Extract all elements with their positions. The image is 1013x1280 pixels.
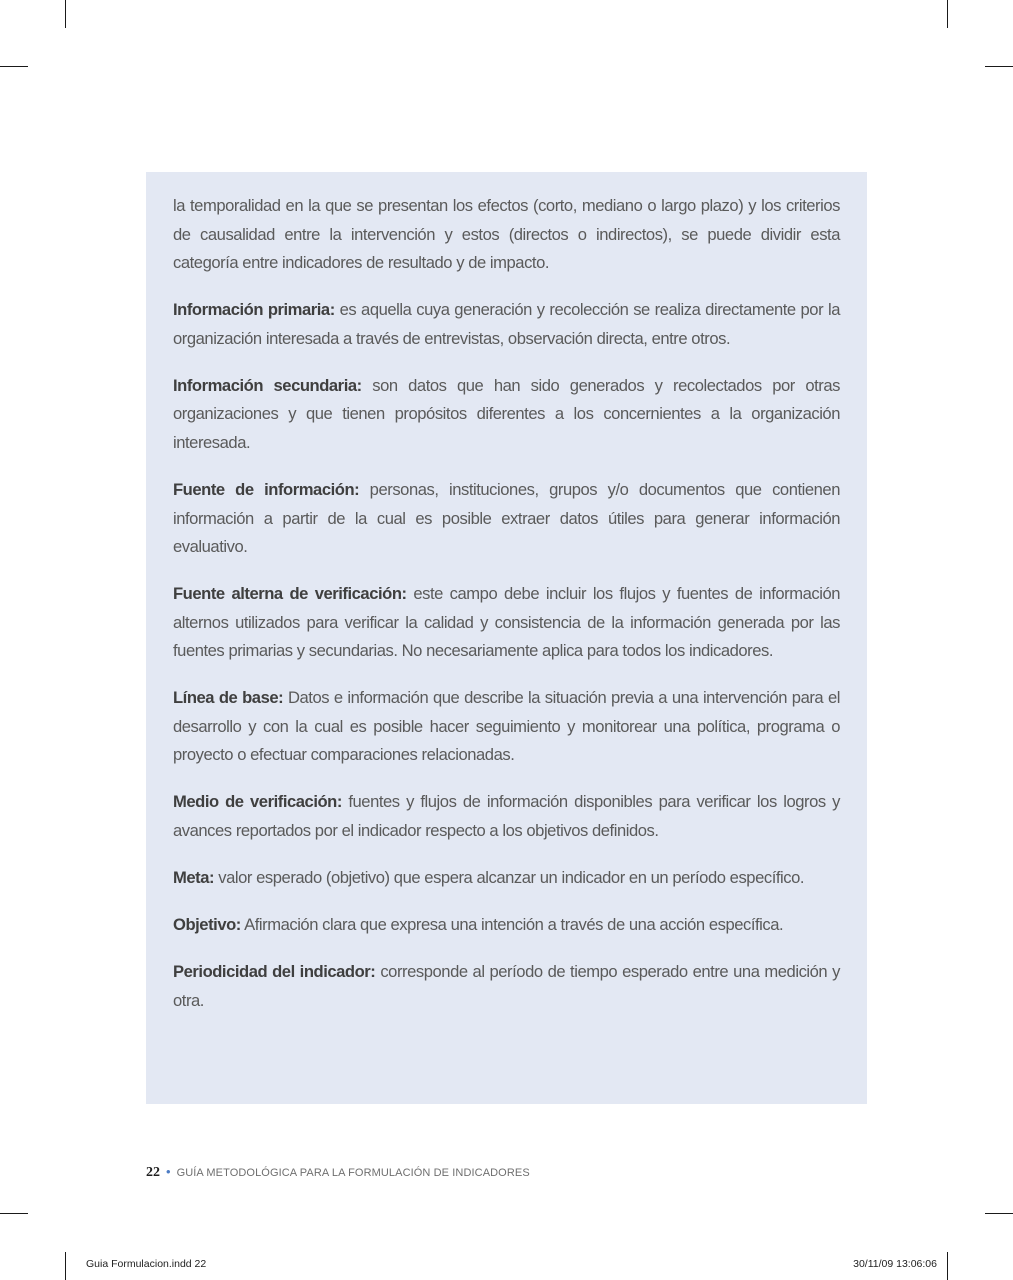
glossary-entry bbox=[173, 911, 840, 940]
glossary-entry bbox=[173, 580, 840, 666]
bullet-icon: • bbox=[166, 1164, 171, 1179]
slug-timestamp: 30/11/09 13:06:06 bbox=[853, 1258, 937, 1270]
crop-mark-bottom-left bbox=[65, 1252, 66, 1280]
glossary-entry bbox=[173, 684, 840, 770]
glossary-definition: Afirmación clara que expresa una intención a través de una acción específica. bbox=[240, 915, 784, 934]
running-title: GUÍA METODOLÓGICA PARA LA FORMULACIÓN DE INDICADORES bbox=[176, 1167, 530, 1179]
glossary-definition: personas, instituciones, grupos y/o documentos que contienen información a partir de la cual es posible extraer datos útiles para generar información evaluativo. bbox=[173, 479, 840, 557]
glossary-entry bbox=[173, 864, 840, 893]
glossary-definition: Datos e información que describe la situación previa a una intervención para el desarrollo y con la cual es posible hacer seguimiento y monitorear una política, programa o proyecto o efectuar comparaciones relacionadas. bbox=[173, 688, 840, 765]
glossary-definition: es aquella cuya generación y recolección se realiza directamente por la organización interesada a través de entrevistas, observación directa, entre otros. bbox=[173, 300, 840, 348]
glossary-term: Medio de verificación: bbox=[173, 792, 342, 812]
glossary-term: Meta: bbox=[173, 868, 215, 888]
glossary-entry bbox=[173, 788, 840, 845]
crop-mark-top-left-h bbox=[0, 66, 28, 67]
glossary-entry bbox=[173, 958, 840, 1015]
glossary-definition: fuentes y flujos de información disponibles para verificar los logros y avances reportados por el indicador respecto a los objetivos definidos. bbox=[173, 792, 841, 841]
crop-mark-top-left bbox=[65, 0, 66, 28]
crop-mark-top-right bbox=[947, 0, 948, 28]
crop-mark-bottom-left-h bbox=[0, 1213, 28, 1214]
glossary-term: Fuente alterna de verificación: bbox=[173, 584, 407, 604]
glossary-entry bbox=[173, 476, 840, 562]
glossary-entry bbox=[173, 296, 840, 353]
glossary-content bbox=[173, 192, 840, 1034]
page-footer bbox=[146, 1164, 530, 1181]
glossary-term: Línea de base: bbox=[173, 688, 284, 708]
glossary-definition: valor esperado (objetivo) que espera alcanzar un indicador en un período específico. bbox=[214, 868, 805, 888]
crop-mark-bottom-right bbox=[947, 1252, 948, 1280]
glossary-term: Información secundaria: bbox=[173, 375, 362, 395]
glossary-definition: corresponde al período de tiempo esperado entre una medición y otra. bbox=[173, 961, 840, 1010]
glossary-term: Información primaria: bbox=[173, 300, 335, 320]
glossary-paragraph: la temporalidad en la que se presentan los efectos (corto, mediano o largo plazo) y los criterios de causalidad entre la intervención y estos (directos o indirectos), se puede dividir esta categoría entre indicadores de resultado y de impacto. bbox=[173, 196, 840, 273]
crop-mark-top-right-h bbox=[985, 66, 1013, 67]
glossary-term: Periodicidad del indicador: bbox=[173, 961, 376, 981]
slug-filename: Guia Formulacion.indd 22 bbox=[86, 1258, 207, 1270]
glossary-term: Fuente de información: bbox=[173, 479, 360, 499]
glossary-entry bbox=[173, 372, 840, 458]
glossary-definition: este campo debe incluir los flujos y fuentes de información alternos utilizados para verificar la calidad y consistencia de la información generada por las fuentes primarias y secundarias. No necesariamente aplica para todos los indicadores. bbox=[173, 584, 841, 661]
page-number: 22 bbox=[146, 1165, 160, 1180]
glossary-term: Objetivo: bbox=[173, 915, 241, 934]
crop-mark-bottom-right-h bbox=[985, 1213, 1013, 1214]
glossary-definition: son datos que han sido generados y recolectados por otras organizaciones y que tienen propósitos diferentes a los concernientes a la organización interesada. bbox=[173, 375, 840, 452]
